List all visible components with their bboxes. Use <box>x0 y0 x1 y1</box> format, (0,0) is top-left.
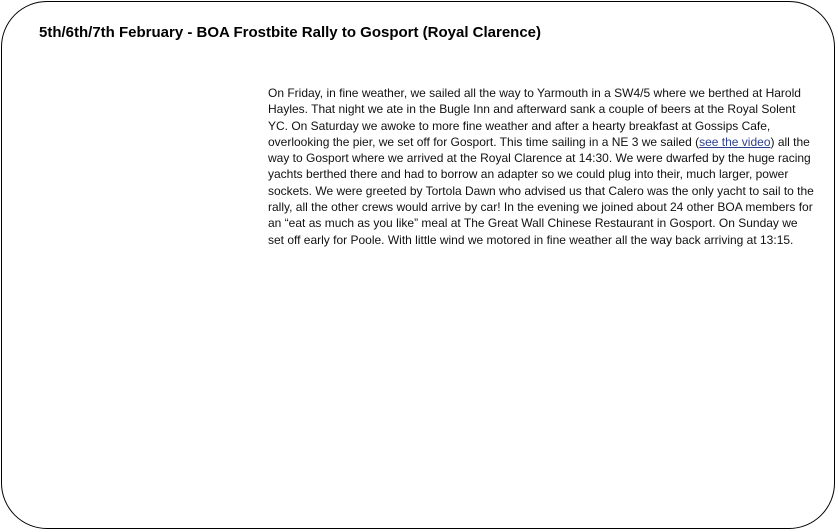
page-frame <box>1 1 835 529</box>
story-text-part1: On Friday, in fine weather, we sailed all the way to Yarmouth in a SW4/5 where we berthed at Harold Hayles. That night we ate in the Bugle Inn and afterward sank a couple of beers at the Royal Solent YC. On Saturday we awoke to more fine weather and after a hearty breakfast at Gossips Cafe, overlooking the pier, we set off for Gosport. This time sailing in a NE 3 we sailed ( <box>268 86 801 149</box>
story-text-part2: ) all the way to Gosport where we arrived at the Royal Clarence at 14:30. We were dwarfed by the huge racing yachts berthed there and had to borrow an adapter so we could plug into their, much larger, power sockets. We were greeted by Tortola Dawn who advised us that Calero was the only yacht to sail to the rally, all the other crews would arrive by car! In the evening we joined about 24 other BOA members for an “eat as much as you like” meal at The Great Wall Chinese Restaurant in Gosport. On Sunday we set off early for Poole. With little wind we motored in fine weather all the way back arriving at 13:15. <box>268 134 814 247</box>
page-title: 5th/6th/7th February - BOA Frostbite Rally to Gosport (Royal Clarence) <box>39 24 542 41</box>
rally-story-paragraph <box>268 85 816 248</box>
see-the-video-link[interactable]: see the video <box>699 134 771 149</box>
